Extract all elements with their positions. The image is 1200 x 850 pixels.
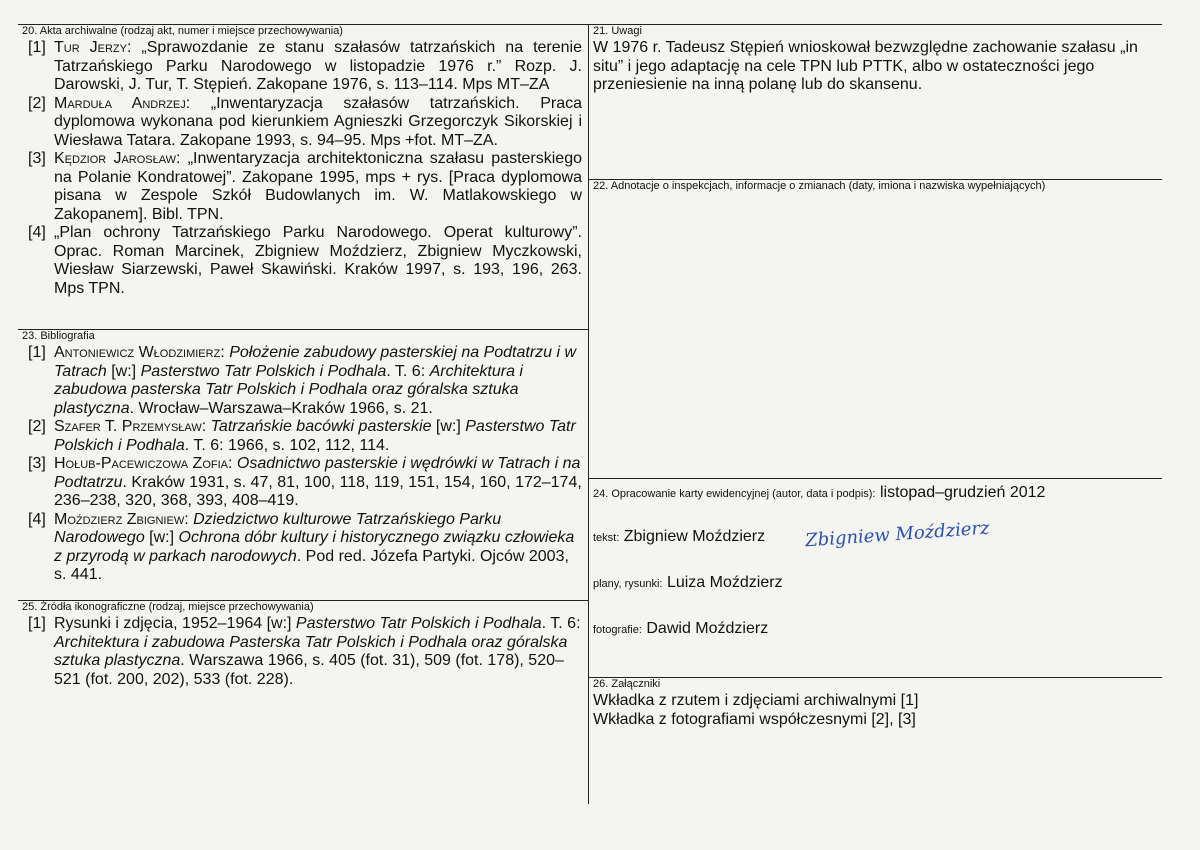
iconography-entry: [1] Rysunki i zdjęcia, 1952–1964 [w:] Pasterstwo Tatr Polskich i Podhala. T. 6: Architektura i zabudowa Pasterska Tatr Polskich i Podhala oraz góralska sztuka plastyczna. Warszawa 1966, s. 405 (fot. 31), 509 (fot. 178), 520–521 (fot. 200, 202), 533 (fot. 228).: [28, 615, 581, 688]
iconography-list: [22, 615, 582, 689]
text-author-row: [593, 528, 765, 546]
section-26-label: 26. Załączniki: [593, 678, 661, 690]
attachment-item: Wkładka z fotografiami współczesnymi [2], [3]: [593, 710, 916, 728]
section-21-remarks: [593, 25, 1148, 95]
section-25-label: 25. Źródła ikonograficzne (rodzaj, miejsce przechowywania): [22, 601, 314, 613]
bibliography-entry: [1] Antoniewicz Włodzimierz: Położenie zabudowy pasterskiej na Podtatrzu i w Tatrach [w:] Pasterstwo Tatr Polskich i Podhala. T. 6: Architektura i zabudowa pasterska Tatr Polskich i Podhala oraz góralska sztuka plastyczna. Wrocław–Warszawa–Kraków 1966, s. 21.: [28, 344, 577, 417]
section-24-label: 24. Opracowanie karty ewidencyjnej (autor, data i podpis):: [593, 488, 876, 500]
section-25-iconography: [22, 601, 582, 689]
bibliography-entry: [2] Szafer T. Przemysław: Tatrzańskie bacówki pasterskie [w:] Pasterstwo Tatr Polskich i Podhala. T. 6: 1966, s. 102, 112, 114.: [28, 418, 576, 454]
archive-entry: [2] Marduła Andrzej: „Inwentaryzacja szałasów tatrzańskich. Praca dyplomowa wykonana pod kierunkiem Agnieszki Grzegorczyk Sikorskiej i Wiesława Tatara. Zakopane 1993, s. 94–95. Mps +fot. MT–ZA.: [28, 94, 582, 149]
section-20-label: 20. Akta archiwalne (rodzaj akt, numer i miejsce przechowywania): [22, 25, 343, 37]
text-author-label: tekst:: [593, 532, 620, 544]
archive-entry: [4] „Plan ochrony Tatrzańskiego Parku Narodowego. Operat kulturowy”. Oprac. Roman Marcinek, Zbigniew Moździerz, Zbigniew Myczkowski, Wiesław Siarzewski, Paweł Skawiński. Kraków 1997, s. 193, 196, 263. Mps TPN.: [28, 224, 582, 297]
photo-author-row: [593, 620, 768, 638]
archive-entry: [3] Kędzior Jarosław: „Inwentaryzacja architektoniczna szałasu pasterskiego na Polanie Kondratowej”. Zakopane 1995, mps + rys. [Praca dyplomowa pisana w Zespole Szkół Budowlanych im. W. Matlakowskiego w Zakopanem]. Bibl. TPN.: [28, 150, 582, 223]
drawings-author-name: Luiza Moździerz: [666, 574, 783, 591]
bibliography-entry: [3] Hołub-Pacewiczowa Zofia: Osadnictwo pasterskie i wędrówki w Tatrach i na Podtatrzu. Kraków 1931, s. 47, 81, 100, 118, 119, 151, 154, 160, 172–174, 236–238, 320, 368, 393, 408–419.: [28, 455, 582, 509]
divider-22-24: [588, 478, 1162, 479]
bibliography-list: [22, 344, 582, 585]
bibliography-entry: [4] Moździerz Zbigniew: Dziedzictwo kulturowe Tatrzańskiego Parku Narodowego [w:] Ochrona dóbr kultury i historycznego związku człowieka z przyrodą w parkach narodowych. Pod red. Józefa Partyki. Ojców 2003, s. 441.: [28, 510, 575, 583]
section-22-label: 22. Adnotacje o inspekcjach, informacje o zmianach (daty, imiona i nazwiska wypełniających): [593, 180, 1046, 192]
center-divider: [588, 24, 589, 804]
text-author-name: Zbigniew Moździerz: [623, 528, 766, 545]
drawings-author-label: plany, rysunki:: [593, 578, 663, 590]
remarks-text: W 1976 r. Tadeusz Stępień wnioskował bezwzględne zachowanie szałasu „in situ” i jego adaptację na cele TPN lub PTTK, albo w ostateczności jego przeniesienie na inną polanę lub do skansenu.: [593, 39, 1138, 93]
section-22-annotations: [593, 180, 1148, 192]
section-21-label: 21. Uwagi: [593, 25, 642, 37]
drawings-author-row: [593, 574, 783, 592]
preparation-date: listopad–grudzień 2012: [879, 484, 1046, 501]
handwritten-signature: Zbigniew Moździerz: [804, 517, 991, 552]
section-20-archives: [22, 25, 582, 298]
section-26-attachments: [593, 678, 1148, 729]
section-23-bibliography: [22, 330, 582, 585]
archive-list: [22, 39, 582, 298]
section-24-header: [593, 484, 1045, 502]
photo-author-name: Dawid Moździerz: [646, 620, 769, 637]
archive-entry: [1] Tur Jerzy: „Sprawozdanie ze stanu szałasów tatrzańskich na terenie Tatrzańskiego Parku Narodowego w listopadzie 1976 r.” Rozp. J. Darowski, J. Tur, T. Stępień. Zakopane 1976, s. 113–114. Mps MT–ZA: [28, 39, 582, 93]
photo-author-label: fotografie:: [593, 624, 642, 636]
section-23-label: 23. Bibliografia: [22, 330, 95, 342]
attachment-item: Wkładka z rzutem i zdjęciami archiwalnymi [1]: [593, 692, 919, 709]
